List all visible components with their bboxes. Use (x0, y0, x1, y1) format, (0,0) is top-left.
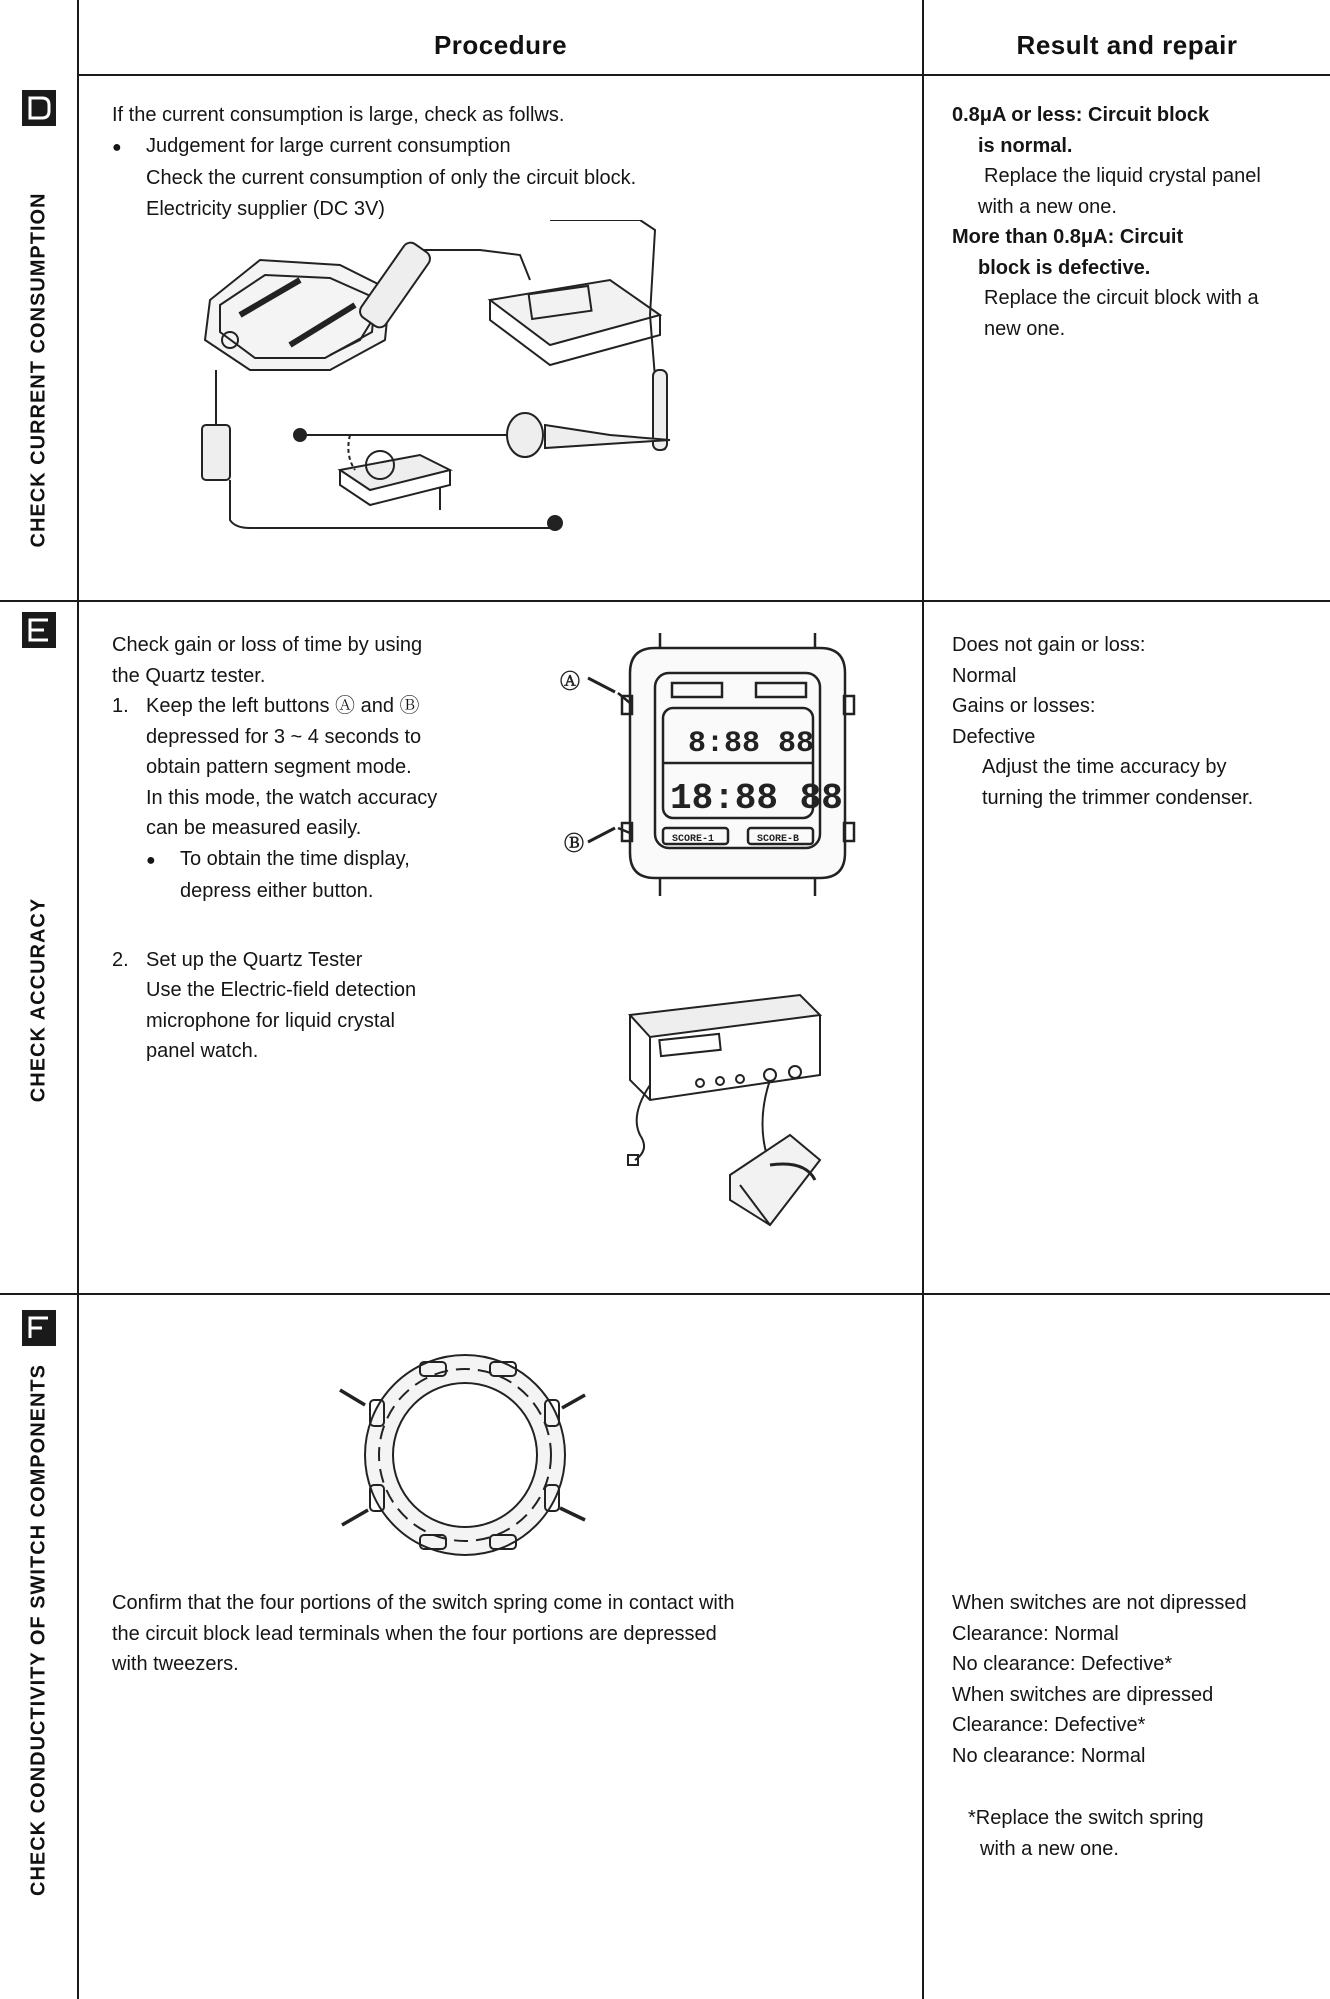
result-line: No clearance: Normal (952, 1744, 1146, 1767)
procedure-text-accuracy (112, 630, 512, 1067)
section-label-current: CHECK CURRENT CONSUMPTION (27, 192, 50, 548)
procedure-line: Keep the left buttons Ⓐ and Ⓑ (146, 695, 420, 717)
result-line: 0.8μA or less: Circuit block (952, 104, 1210, 126)
result-text-accuracy (952, 630, 1322, 813)
watch-button-left-label: SCORE-1 (672, 834, 715, 845)
button-label-b: Ⓑ (564, 834, 584, 857)
procedure-step-1 (112, 691, 512, 722)
result-line: with a new one. (978, 195, 1117, 218)
step-number: 1. (112, 695, 129, 717)
watch-button-right-label: SCORE-B (757, 834, 800, 845)
procedure-line: Check the current consumption of only the circuit block. (146, 167, 637, 189)
procedure-bullet: ● Judgement for large current consumption (112, 131, 902, 164)
procedure-line: microphone for liquid crystal (146, 1009, 395, 1032)
result-note: with a new one. (980, 1837, 1119, 1860)
quartz-tester-illustration (620, 975, 830, 1255)
procedure-line: If the current consumption is large, check as follws. (112, 104, 565, 126)
step-number: 2. (112, 948, 129, 971)
procedure-step-2 (112, 945, 512, 976)
result-line: Replace the circuit block with a (984, 287, 1259, 309)
result-line: Defective (952, 725, 1036, 748)
button-label-a: Ⓐ (560, 672, 580, 695)
procedure-line: panel watch. (146, 1040, 259, 1062)
procedure-text-switch (112, 1588, 902, 1680)
procedure-line: Confirm that the four portions of the switch spring come in contact with (112, 1592, 735, 1614)
result-line: Clearance: Normal (952, 1622, 1119, 1645)
letter-f-icon (22, 1310, 56, 1346)
section-label-switch: CHECK CONDUCTIVITY OF SWITCH COMPONENTS (27, 1364, 50, 1896)
letter-e-icon (22, 612, 56, 648)
result-line: When switches are dipressed (952, 1683, 1214, 1706)
section-divider-2 (0, 1293, 1330, 1295)
lcd-bottom-digits: 18:88 88 (670, 778, 843, 819)
result-line: Replace the liquid crystal panel (984, 165, 1261, 187)
procedure-header: Procedure (433, 29, 568, 60)
current-measurement-illustration (190, 220, 710, 550)
section-label-accuracy: CHECK ACCURACY (27, 897, 50, 1103)
result-line: Adjust the time accuracy by (982, 756, 1227, 778)
procedure-line: depress either button. (180, 880, 374, 902)
result-line: No clearance: Defective* (952, 1653, 1173, 1675)
result-header: Result and repair (1016, 29, 1238, 60)
procedure-line: the Quartz tester. (112, 664, 266, 687)
procedure-line: Use the Electric-field detection (146, 979, 417, 1001)
procedure-line: the circuit block lead terminals when the four portions are depressed (112, 1622, 717, 1645)
result-line: Gains or losses: (952, 695, 1096, 717)
result-note: *Replace the switch spring (968, 1807, 1204, 1829)
header-divider (77, 74, 1330, 76)
procedure-line: with tweezers. (112, 1653, 239, 1675)
procedure-line: can be measured easily. (146, 817, 362, 839)
lcd-top-digits: 8:88 88 (688, 727, 815, 761)
procedure-line: Set up the Quartz Tester (146, 948, 363, 971)
procedure-line: depressed for 3 ~ 4 seconds to (146, 725, 422, 748)
side-column-divider (77, 0, 79, 1999)
result-column-divider (922, 0, 924, 1999)
section-divider-1 (0, 600, 1330, 602)
result-text-current (952, 100, 1322, 344)
result-line: block is defective. (978, 256, 1151, 279)
procedure-line: obtain pattern segment mode. (146, 756, 412, 778)
procedure-line: Electricity supplier (DC 3V) (146, 197, 385, 220)
watch-illustration (560, 628, 880, 898)
procedure-bullet: ● To obtain the time display, (112, 844, 512, 877)
result-line: When switches are not dipressed (952, 1592, 1247, 1614)
procedure-line: Check gain or loss of time by using (112, 634, 423, 656)
result-line: Normal (952, 664, 1017, 687)
result-line: More than 0.8μA: Circuit (952, 226, 1184, 248)
letter-d-icon (22, 90, 56, 126)
procedure-text-current (112, 100, 902, 224)
result-line: turning the trimmer condenser. (982, 786, 1254, 809)
result-line: Clearance: Defective* (952, 1714, 1146, 1736)
result-line: Does not gain or loss: (952, 634, 1146, 656)
result-line: is normal. (978, 134, 1073, 157)
result-line: new one. (984, 317, 1066, 340)
switch-spring-illustration (330, 1340, 590, 1570)
result-text-switch (952, 1588, 1327, 1864)
procedure-line: In this mode, the watch accuracy (146, 786, 438, 809)
